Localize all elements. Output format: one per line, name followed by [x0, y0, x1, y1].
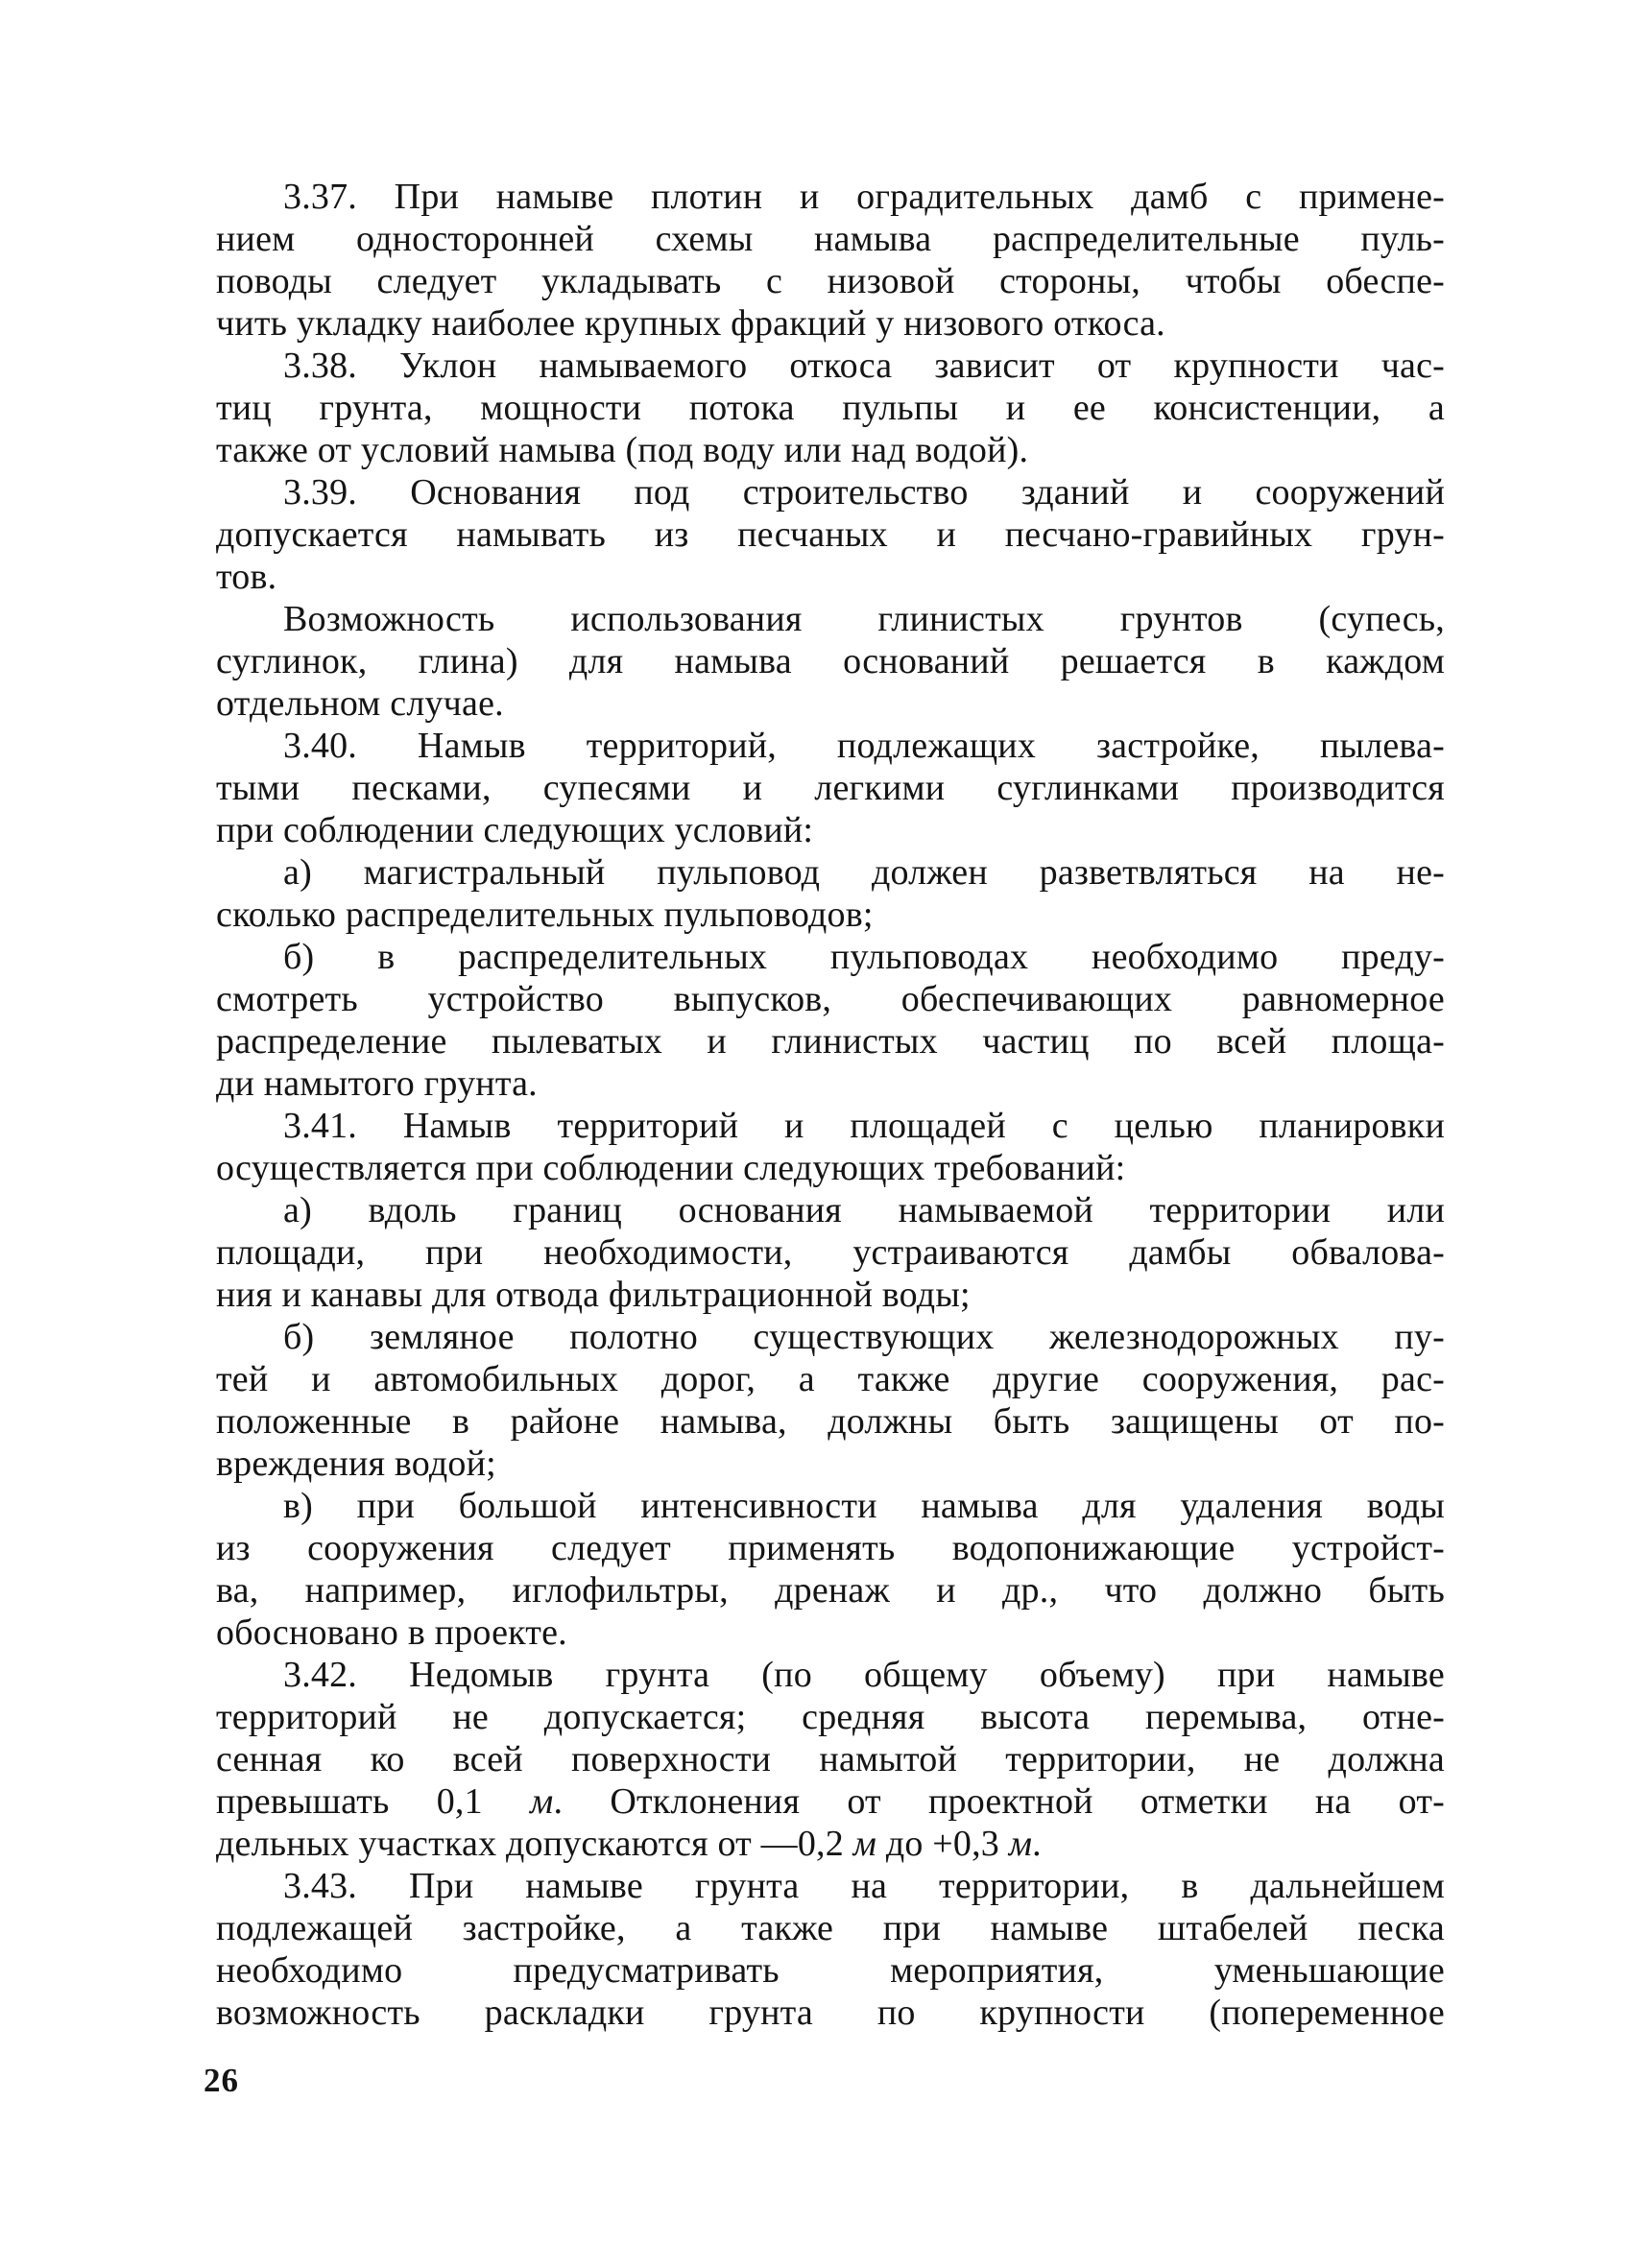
text-block: [216, 176, 1445, 2034]
text-line: ния и канавы для отвода фильтрационной воды;: [216, 1275, 971, 1315]
text-line: подлежащей застройке, а также при намыве штабелей песка: [216, 1908, 1445, 1948]
text-line: дельных участках допускаются от —0,2 м до +0,3 м.: [216, 1824, 1042, 1864]
text-line: 3.38. Уклон намываемого откоса зависит от крупности час-: [283, 346, 1445, 386]
text-line: ди намытого грунта.: [216, 1063, 538, 1104]
text-line: осуществляется при соблюдении следующих требований:: [216, 1148, 1126, 1188]
text-line: превышать 0,1 м. Отклонения от проектной отметки на от-: [216, 1781, 1445, 1822]
text-line: б) в распределительных пульповодах необходимо преду-: [283, 937, 1445, 977]
text-line: 3.43. При намыве грунта на территории, в дальнейшем: [283, 1866, 1445, 1906]
text-line: сенная ко всей поверхности намытой территории, не должна: [216, 1739, 1445, 1779]
text-line: положенные в районе намыва, должны быть защищены от по-: [216, 1401, 1445, 1442]
text-line: также от условий намыва (под воду или над водой).: [216, 430, 1029, 470]
text-line: смотреть устройство выпусков, обеспечивающих равномерное: [216, 979, 1445, 1019]
text-line: 3.40. Намыв территорий, подлежащих застройке, пылева-: [283, 726, 1445, 766]
text-line: площади, при необходимости, устраиваются дамбы обвалова-: [216, 1232, 1445, 1273]
text-line: 3.39. Основания под строительство зданий и сооружений: [283, 472, 1445, 513]
text-line: возможность раскладки грунта по крупности (попеременное: [216, 1993, 1445, 2033]
page-number: 26: [204, 2062, 239, 2099]
text-line: тов.: [216, 557, 277, 597]
text-line: суглинок, глина) для намыва оснований решается в каждом: [216, 641, 1445, 681]
text-line: обосновано в проекте.: [216, 1612, 567, 1653]
text-line: ва, например, иглофильтры, дренаж и др., что должно быть: [216, 1570, 1445, 1611]
text-line: вреждения водой;: [216, 1444, 496, 1484]
text-line: сколько распределительных пульповодов;: [216, 895, 874, 935]
text-line: б) земляное полотно существующих железнодорожных пу-: [283, 1317, 1445, 1357]
text-line: 3.42. Недомыв грунта (по общему объему) при намыве: [283, 1655, 1445, 1695]
text-line: распределение пылеватых и глинистых частиц по всей площа-: [216, 1021, 1445, 1062]
text-line: тыми песками, супесями и легкими суглинками производится: [216, 768, 1445, 808]
text-line: отдельном случае.: [216, 683, 504, 724]
text-line: нием односторонней схемы намыва распределительные пуль-: [216, 219, 1445, 259]
text-line: из сооружения следует применять водопонижающие устройст-: [216, 1528, 1445, 1568]
text-line: поводы следует укладывать с низовой стороны, чтобы обеспе-: [216, 261, 1445, 301]
text-line: допускается намывать из песчаных и песчано-гравийных грун-: [216, 514, 1445, 555]
text-line: при соблюдении следующих условий:: [216, 810, 814, 850]
text-line: 3.37. При намыве плотин и оградительных дамб с примене-: [283, 177, 1445, 217]
text-line: а) вдоль границ основания намываемой территории или: [283, 1190, 1445, 1230]
text-line: необходимо предусматривать мероприятия, уменьшающие: [216, 1950, 1445, 1991]
text-line: тиц грунта, мощности потока пульпы и ее консистенции, а: [216, 388, 1445, 428]
text-line: территорий не допускается; средняя высота перемыва, отне-: [216, 1697, 1445, 1737]
text-line: 3.41. Намыв территорий и площадей с целью планировки: [283, 1106, 1445, 1146]
text-line: чить укладку наиболее крупных фракций у низового откоса.: [216, 303, 1165, 344]
text-line: в) при большой интенсивности намыва для удаления воды: [283, 1486, 1445, 1526]
text-line: Возможность использования глинистых грунтов (супесь,: [283, 599, 1445, 639]
text-line: тей и автомобильных дорог, а также другие сооружения, рас-: [216, 1359, 1445, 1399]
text-line: а) магистральный пульповод должен разветвляться на не-: [283, 852, 1445, 893]
